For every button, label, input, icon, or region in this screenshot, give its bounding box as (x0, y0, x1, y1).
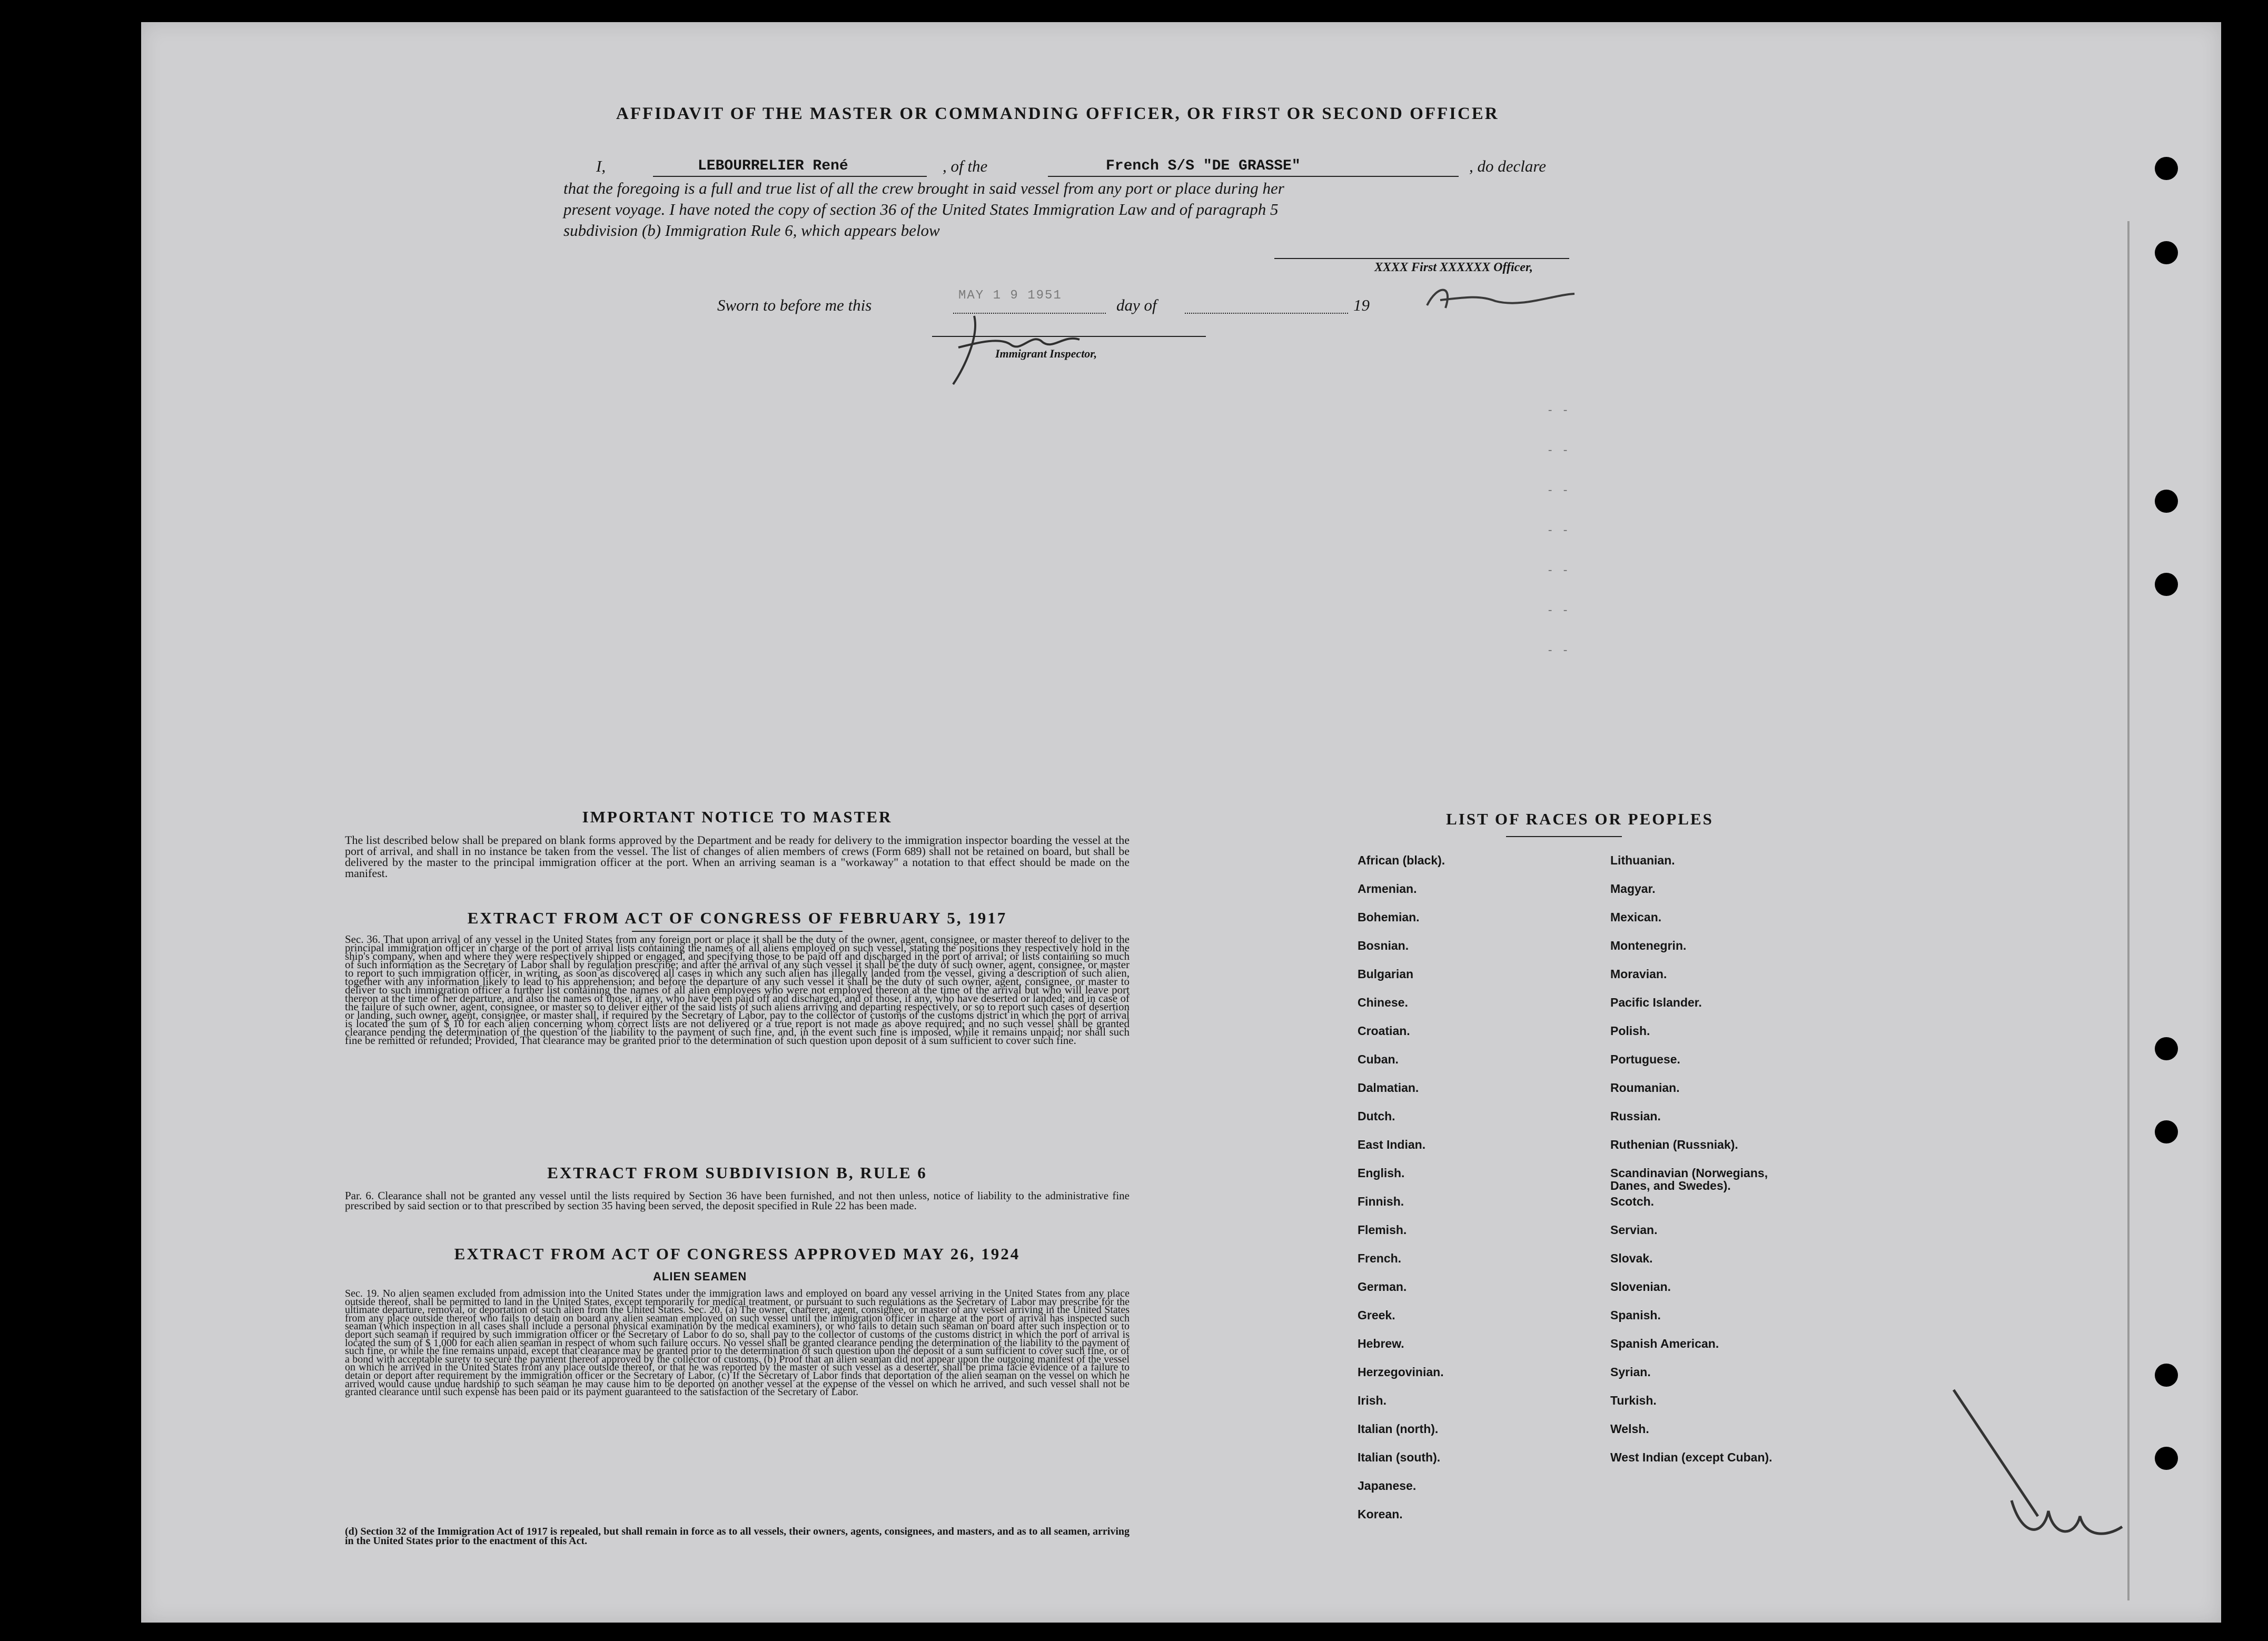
race-item: Cuban. (1358, 1052, 1399, 1066)
sworn-text: Sworn to before me this (717, 296, 872, 314)
binder-hole (2155, 157, 2178, 180)
race-item: Finnish. (1358, 1195, 1404, 1208)
month-underline (1185, 313, 1348, 314)
race-item: Lithuanian. (1610, 853, 1675, 867)
race-item: French. (1358, 1251, 1402, 1265)
extract-1924-d: (d) Section 32 of the Immigration Act of 1917 is repealed, but shall remain in force as to all vessels, their owners, agents, consignees, and masters, and as to all seamen, arriving in the United States prior to the enactment of this Act. (345, 1526, 1130, 1547)
race-item: Welsh. (1610, 1422, 1649, 1436)
race-item: Hebrew. (1358, 1337, 1404, 1350)
race-item: English. (1358, 1166, 1405, 1180)
race-item: Flemish. (1358, 1223, 1407, 1237)
race-item: Irish. (1358, 1394, 1386, 1407)
race-item: Portuguese. (1610, 1052, 1680, 1066)
races-left-list (1358, 854, 1516, 1536)
races-title-underline (1506, 836, 1622, 837)
race-item: Pacific Islander. (1610, 996, 1702, 1009)
bleed-through-marks: - - - - - - - - - - - - - - (1548, 403, 1572, 656)
extract-rule6-title: EXTRACT FROM SUBDIVISION B, RULE 6 (547, 1163, 927, 1182)
race-item: Moravian. (1610, 967, 1667, 981)
race-item: Turkish. (1610, 1394, 1657, 1407)
name-underline (653, 176, 927, 177)
declaration-first-line (563, 156, 1564, 178)
race-item: Syrian. (1610, 1365, 1651, 1379)
day-of-text: day of (1116, 296, 1157, 314)
extract-1917-title: EXTRACT FROM ACT OF CONGRESS OF FEBRUARY 5, 1917 (467, 909, 1007, 927)
race-item: Japanese. (1358, 1479, 1417, 1493)
declaration-line-3: subdivision (b) Immigration Rule 6, which appears below (563, 221, 940, 240)
race-item: Armenian. (1358, 882, 1417, 896)
master-name: LEBOURRELIER René (698, 158, 848, 174)
pencil-mark (1948, 1379, 2138, 1548)
of-the-text: , of the (943, 157, 988, 175)
declaration-line-1: that the foregoing is a full and true list of all the crew brought in said vessel from any port or place during her (563, 179, 1284, 197)
extract-1917-body: Sec. 36. That upon arrival of any vessel in the United States from any foreign port or place it shall be the duty of the owner, agent, consignee, or master thereof to deliver to the principal immigration officer in charge of the port of arrival lists containing the names of all aliens employed on such vessel, stating the positions they respectively hold in the ship's company, when and where they were respectively shipped or engaged, and specifying those to be paid off and discharged in the port of arrival; or lists containing so much of such information as the Secretary of Labor shall by regulation prescribe; and after the arrival of any such vessel it shall be the duty of such owner, agent, consignee, or master to report to such immigration officer, in writing, as soon as discovered all cases in which any such alien has illegally landed from the vessel, giving a description of such alien, together with any information likely to lead to his apprehension; and before the departure of any such vessel it shall be the duty of such owner, agent, consignee, or master to deliver to such immigration officer a further list containing the names of all alien employees who were not employed thereon at the time of the arrival but who will leave port thereon at the time of her departure, and also the names of those, if any, who have been paid off and discharged, and of those, if any, who have deserted or landed; and in case of the failure of such owner, agent, consignee, or master so to deliver either of the said lists of such aliens arriving and departing respectively, or so to report such cases of desertion or landing, such owner, agent, consignee, or master shall, if required by the Secretary of Labor, pay to the collector of customs of the customs district in which the port of arrival is located the sum of $ 10 for each alien concerning whom correct lists are not delivered or a true report is not made as above required; and no such vessel shall be granted clearance pending the determination of the question of the liability to the payment of such fine, and, in the event such fine is imposed, while it remains unpaid; nor shall such fine be remitted or refunded; Provided, That clearance may be granted prior to the determination of such question upon deposit of a sum sufficient to cover such fine. (345, 933, 1130, 1047)
officer-title: XXXX First XXXXXX Officer, (1374, 261, 1533, 274)
race-item: Roumanian. (1610, 1081, 1680, 1095)
race-item: Dutch. (1358, 1109, 1395, 1123)
date-stamp: MAY 1 9 1951 (958, 289, 1062, 303)
binder-hole (2155, 1037, 2178, 1060)
binder-hole (2155, 1120, 2178, 1143)
race-item: German. (1358, 1280, 1407, 1294)
race-item: Croatian. (1358, 1024, 1410, 1038)
race-item: Spanish. (1610, 1308, 1661, 1322)
race-item: Spanish American. (1610, 1337, 1719, 1350)
officer-signature (1417, 279, 1585, 321)
binder-hole (2155, 1364, 2178, 1387)
races-right-list (1610, 854, 1800, 1479)
inspector-label: Immigrant Inspector, (995, 347, 1097, 360)
races-title: LIST OF RACES OR PEOPLES (1446, 810, 1714, 828)
inspector-line (932, 336, 1206, 337)
race-item: Russian. (1610, 1109, 1661, 1123)
extract-1917-divider (632, 931, 843, 932)
race-item: West Indian (except Cuban). (1610, 1450, 1772, 1464)
race-item: Bulgarian (1358, 967, 1414, 981)
affidavit-title: AFFIDAVIT OF THE MASTER OR COMMANDING OFFICER, OR FIRST OR SECOND OFFICER (616, 104, 1499, 123)
binder-hole (2155, 1447, 2178, 1470)
race-item: Herzegovinian. (1358, 1365, 1444, 1379)
race-item: Scotch. (1610, 1195, 1655, 1208)
race-item: Ruthenian (Russniak). (1610, 1138, 1738, 1151)
race-item: Bohemian. (1358, 910, 1420, 924)
race-item: Slovak. (1610, 1251, 1653, 1265)
race-item: Scandinavian (Norwegians, Danes, and Swedes). (1610, 1166, 1768, 1192)
race-item: Greek. (1358, 1308, 1395, 1322)
race-item: African (black). (1358, 853, 1445, 867)
binder-hole (2155, 241, 2178, 264)
race-item: Montenegrin. (1610, 939, 1687, 952)
extract-1924-title: EXTRACT FROM ACT OF CONGRESS APPROVED MAY 26, 1924 (454, 1245, 1021, 1263)
race-item: Italian (south). (1358, 1450, 1441, 1464)
do-declare-text: , do declare (1469, 157, 1547, 175)
binder-hole (2155, 490, 2178, 513)
vessel-name: French S/S "DE GRASSE" (1106, 158, 1301, 174)
race-item: Servian. (1610, 1223, 1658, 1237)
race-item: East Indian. (1358, 1138, 1426, 1151)
race-item: Magyar. (1610, 882, 1656, 896)
race-item: Slovenian. (1610, 1280, 1671, 1294)
race-item: Mexican. (1610, 910, 1662, 924)
notice-body: The list described below shall be prepared on blank forms approved by the Department and be ready for delivery to the immigration inspector boarding the vessel at the port of arrival, and shall in no instance be taken from the vessel. The list of changes of alien members of crews (Form 689) shall not be retained on board, but shall be delivered by the master to the principal immigration officer at the port. When an arriving seaman is a "workaway" a notation to that effect should be made on the manifest. (345, 833, 1130, 880)
alien-seamen-subtitle: ALIEN SEAMEN (653, 1270, 747, 1283)
vessel-underline (1048, 176, 1459, 177)
race-item: Korean. (1358, 1507, 1403, 1521)
i-word: I, (596, 157, 606, 175)
race-item: Polish. (1610, 1024, 1650, 1038)
extract-1924-body: Sec. 19. No alien seamen excluded from admission into the United States under the immigration laws and employed on board any vessel arriving in the United States from any place outside thereof, shall be permitted to land in the United States, except temporarily for medical treatment, or pursuant to such regulations as the Secretary of Labor may prescribe for the ultimate departure, removal, or deportation of such alien from the United States. Sec. 20. (a) The owner, charterer, agent, consignee, or master of any vessel arriving in the United States from any place outside thereof who fails to detain on board any alien seaman employed on such vessel until the immigration officer in charge at the port of arrival has inspected such seaman (which inspection in all cases shall include a personal physical examination by the medical examiners), or who fails to detain such seaman on board after such inspection or to deport such seaman if required by such immigration officer or the Secretary of Labor to do so, shall pay to the collector of customs of the customs district in which the port of arrival is located the sum of $ 1,000 for each alien seaman in respect of whom such failure occurs. No vessel shall be granted clearance pending the determination of the liability to the payment of such fine, or while the fine remains unpaid, except that clearance may be granted prior to the determination of such question upon the deposit of a sum sufficient to cover such fine, or of a bond with acceptable surety to secure the payment thereof approved by the collector of customs. (b) Proof that an alien seaman did not appear upon the outgoing manifest of the vessel on which he arrived in the United States from any place outside thereof, or that he was reported by the master of such vessel as a deserter, shall be prima facie evidence of a failure to detain or deport after requirement by the immigration officer or the Secretary of Labor. (c) If the Secretary of Labor finds that deportation of the alien seaman on the vessel on which he arrived would cause undue hardship to such seaman he may cause him to be deported on another vessel at the expense of the vessel on which he arrived, and such vessel shall not be granted clearance until such expense has been paid or its payment guaranteed to the satisfaction of the Secretary of Labor. (345, 1288, 1130, 1398)
race-item: Dalmatian. (1358, 1081, 1419, 1095)
notice-title: IMPORTANT NOTICE TO MASTER (582, 808, 893, 826)
binder-hole (2155, 573, 2178, 596)
declaration-text (563, 178, 1564, 241)
extract-rule6-body: Par. 6. Clearance shall not be granted any vessel until the lists required by Section 36 have been furnished, and not then unless, notice of liability to the administrative fine prescribed by said section or to that prescribed by section 35 having been served, the deposit specified in Rule 22 has been made. (345, 1189, 1130, 1212)
race-item: Italian (north). (1358, 1422, 1439, 1436)
declaration-line-2: present voyage. I have noted the copy of section 36 of the United States Immigration Law and of paragraph 5 (563, 200, 1279, 218)
race-item: Chinese. (1358, 996, 1408, 1009)
year-prefix: 19 (1353, 296, 1370, 314)
race-item: Bosnian. (1358, 939, 1409, 952)
